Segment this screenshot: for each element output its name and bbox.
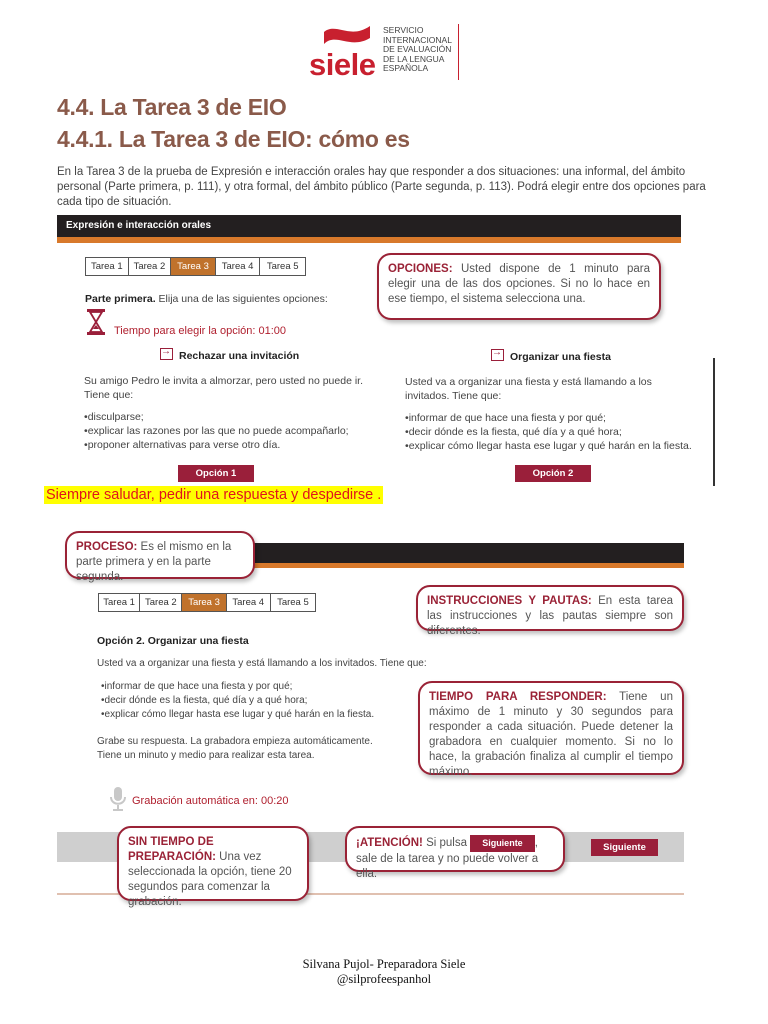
callout-instrucciones: INSTRUCCIONES Y PAUTAS: En esta tarea las instrucciones y las pautas siempre son diferentes. [416, 585, 684, 631]
tab-tarea-5[interactable]: Tarea 5 [271, 594, 315, 611]
option1-title: →Rechazar una invitación [160, 348, 299, 363]
exam-header-accent-2 [247, 563, 684, 568]
option2-button[interactable]: Opción 2 [515, 465, 591, 482]
next-button-inline: Siguiente [470, 835, 535, 852]
auto-record-timer: Grabación automática en: 00:20 [132, 795, 289, 807]
enter-arrow-icon [491, 349, 504, 361]
exam-header-bar: Expresión e interacción orales [57, 215, 681, 237]
callout-proceso: PROCESO: Es el mismo en la parte primera y en la parte segunda. [65, 531, 255, 579]
list-item: • explicar las razones por las que no puede acompañarlo; [84, 424, 374, 438]
heading-subsection: 4.4.1. La Tarea 3 de EIO: cómo es [57, 126, 410, 152]
callout-sin-tiempo: SIN TIEMPO DE PREPARACIÓN: Una vez seleccionada la opción, tiene 20 segundos para comenzar la grabación. [117, 826, 309, 901]
callout-tiempo: TIEMPO PARA RESPONDER: Tiene un máximo de 1 minuto y 30 segundos para responder a cada situación. Puede detener la grabadora en cualquier momento. Si no lo hace, la grabación finaliza al cumplir el tiempo máximo. [418, 681, 684, 775]
logo-divider [458, 24, 459, 80]
tab-tarea-4[interactable]: Tarea 4 [216, 258, 261, 275]
option2-title: →Organizar una fiesta [491, 349, 611, 364]
tab-tarea-1[interactable]: Tarea 1 [86, 258, 129, 275]
tab-tarea-4[interactable]: Tarea 4 [227, 594, 271, 611]
part-instruction: Parte primera. Elija una de las siguientes opciones: [85, 293, 328, 305]
tab-tarea-3[interactable]: Tarea 3 [182, 594, 226, 611]
choice-timer: Tiempo para elegir la opción: 01:00 [114, 325, 287, 337]
option2-description: Usted va a organizar una fiesta y está llamando a los invitados. Tiene que: [405, 376, 652, 402]
list-item: • decir dónde es la fiesta, qué día y a qué hora; [405, 425, 705, 439]
siele-logo-word: siele [309, 47, 376, 82]
footer-handle: @silprofeespanhol [336, 972, 432, 986]
list-item: • proponer alternativas para verse otro día. [84, 438, 374, 452]
heading-section: 4.4. La Tarea 3 de EIO [57, 94, 287, 120]
record-instructions: Grabe su respuesta. La grabadora empieza automáticamente. Tiene un minuto y medio para realizar esta tarea. [97, 736, 373, 761]
vertical-divider [713, 358, 715, 486]
callout-opciones: OPCIONES: Usted dispone de 1 minuto para elegir una de las dos opciones. Si no lo hace en ese tiempo, el sistema selecciona una. [377, 253, 661, 320]
exam-header-bar-2 [247, 543, 684, 563]
tab-tarea-3[interactable]: Tarea 3 [171, 258, 216, 275]
option1-bullets [84, 410, 374, 452]
option1-description: Su amigo Pedro le invita a almorzar, pero usted no puede ir. Tiene que: [84, 375, 363, 401]
tab-tarea-2[interactable]: Tarea 2 [129, 258, 172, 275]
option1-button[interactable]: Opción 1 [178, 465, 254, 482]
list-item: • explicar cómo llegar hasta ese lugar y qué harán en la fiesta. [405, 439, 705, 453]
microphone-icon [109, 786, 127, 812]
tab-tarea-5[interactable]: Tarea 5 [260, 258, 305, 275]
list-item: • explicar cómo llegar hasta ese lugar y qué harán en la fiesta. [101, 708, 401, 722]
footer-author: Silvana Pujol- Preparadora Siele [302, 957, 466, 971]
option2-bullets [405, 411, 705, 453]
exam-header-accent [57, 237, 681, 243]
hourglass-icon [86, 308, 106, 336]
task-tabs-2 [98, 593, 316, 612]
siele-logo-text: SERVICIO INTERNACIONAL DE EVALUACIÓN DE LA LENGUA ESPAÑOLA [383, 25, 452, 74]
option2-bullets-2 [101, 680, 401, 722]
list-item: • informar de que hace una fiesta y por qué; [101, 680, 401, 694]
task-tabs [85, 257, 306, 276]
enter-arrow-icon [160, 348, 173, 360]
highlight-note: Siempre saludar, pedir una respuesta y despedirse . [46, 487, 382, 503]
tab-tarea-2[interactable]: Tarea 2 [140, 594, 182, 611]
option2-text: Usted va a organizar una fiesta y está llamando a los invitados. Tiene que: [97, 658, 427, 669]
list-item: • decir dónde es la fiesta, qué día y a qué hora; [101, 694, 401, 708]
list-item: • informar de que hace una fiesta y por qué; [405, 411, 705, 425]
next-button[interactable]: Siguiente [591, 839, 658, 856]
callout-atencion: ¡ATENCIÓN! Si pulsa Siguiente , sale de la tarea y no puede volver a ella. [345, 826, 565, 872]
tab-tarea-1[interactable]: Tarea 1 [99, 594, 140, 611]
list-item: • disculparse; [84, 410, 374, 424]
option2-heading: Opción 2. Organizar una fiesta [97, 635, 249, 647]
intro-paragraph: En la Tarea 3 de la prueba de Expresión e interacción orales hay que responder a dos situaciones: una informal, del ámbito personal (Parte primera, p. 111), y otra formal, del ámbito público (Parte segunda, p. 113). Podrá elegir entre dos opciones para cada tipo de situación. [57, 166, 706, 208]
